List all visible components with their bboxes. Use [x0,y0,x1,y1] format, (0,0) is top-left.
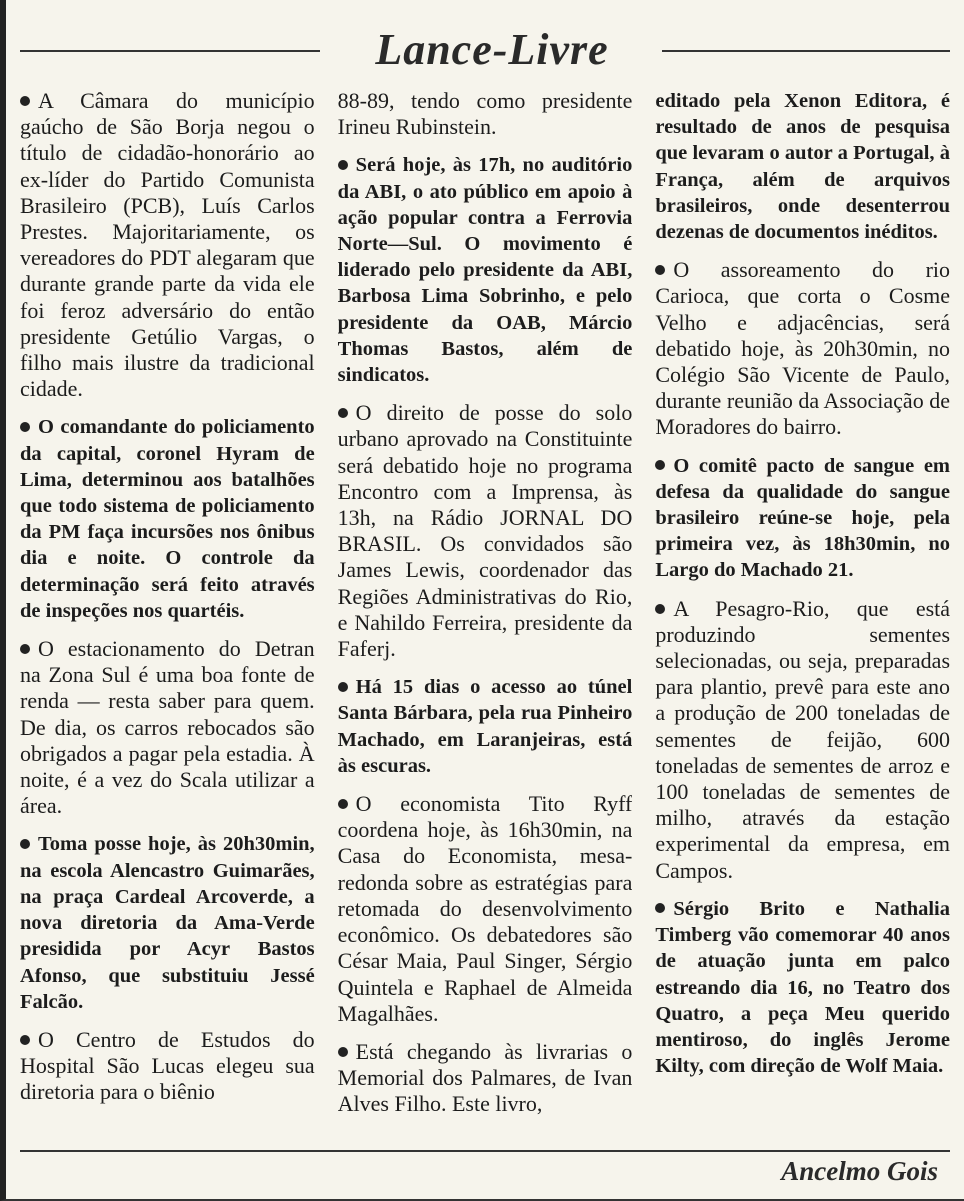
news-item-text: O economista Tito Ryff coordena hoje, às 16h30min, na Casa do Economista, mesa-redonda sobre as estratégias para retomada do desenvolvimento econômico. Os debatedores são César Maia, Paul Singer, Sérgio Quintela e Raphael de Almeida Magalhães. [337,791,633,1026]
news-item-text: Toma posse hoje, às 20h30min, na escola Alencastro Guimarães, na praça Cardeal Arcoverde, a nova diretoria da Ama-Verde presidida por Acyr Bastos Afonso, que substituiu Jessé Falcão. [20,833,315,1013]
bullet-icon [338,682,348,692]
news-item [338,88,633,140]
news-item [338,1039,633,1118]
bullet-icon [20,644,30,654]
news-item-text: Está chegando às livrarias o Memorial dos Palmares, de Ivan Alves Filho. Este livro, [337,1038,633,1117]
news-item-text: O comandante do policiamento da capital, coronel Hyram de Lima, determinou aos batalhões que todo sistema de policiamento da PM faça incursões nos ônibus dia e noite. O controle da determinação será feito através de inspeções nos quartéis. [20,416,315,622]
news-item [655,88,950,245]
header-rule-right [662,50,950,52]
news-item-text: Sérgio Brito e Nathalia Timberg vão comemorar 40 anos de atuação junta em palco estreando dia 16, no Teatro dos Quatro, a peça Meu querido mentiroso, do inglês Jerome Kilty, com direção de Wolf Maia. [655,897,951,1078]
bullet-icon [20,839,30,849]
news-item [20,1027,315,1106]
news-item [338,152,633,388]
news-item [338,400,633,662]
column-title: Lance-Livre [375,25,609,74]
news-item-text: A Pesagro-Rio, que está produzindo sementes selecionadas, ou seja, preparadas para plantio, prevê para este ano a produção de 200 toneladas de sementes de feijão, 600 toneladas de sementes de arroz e 100 toneladas de sementes de milho, através da estação experimental da empresa, em Campos. [655,595,951,883]
news-item-text: 88-89, tendo como presidente Irineu Rubinstein. [337,88,633,140]
news-item [655,596,950,884]
bullet-icon [20,1035,30,1045]
bullet-icon [338,799,348,809]
text-columns [20,88,950,1144]
news-item [20,414,315,624]
news-item [20,636,315,819]
header-rule-left [20,50,320,52]
news-item [338,674,633,779]
news-item [655,257,950,440]
news-item-text: Há 15 dias o acesso ao túnel Santa Bárbara, pela rua Pinheiro Machado, em Laranjeiras, está às escuras. [337,676,633,777]
news-item [20,88,315,402]
news-item [338,791,633,1027]
column-1 [20,88,315,1144]
bullet-icon [655,903,665,913]
news-item-text: A Câmara do município gaúcho de São Borja negou o título de cidadão-honorário ao ex-líder do Partido Comunista Brasileiro (PCB), Luís Carlos Prestes. Majoritariamente, os vereadores do PDT alegaram que durante grande parte da vida ele foi feroz adversário do então presidente Getúlio Vargas, o filho mais ilustre da tradicional cidade. [20,88,315,402]
bullet-icon [338,1047,348,1057]
bullet-icon [20,422,30,432]
news-item-text: Será hoje, às 17h, no auditório da ABI, o ato público em apoio à ação popular contra a Ferrovia Norte—Sul. O movimento é liderado pelo presidente da ABI, Barbosa Lima Sobrinho, e pelo presidente da OAB, Márcio Thomas Bastos, além de sindicatos. [337,154,633,387]
news-item-text: O assoreamento do rio Carioca, que corta o Cosme Velho e adjacências, será debatido hoje, às 20h30min, no Colégio São Vicente de Paulo, durante reunião da Associação de Moradores do bairro. [655,257,951,440]
bullet-icon [338,408,348,418]
news-item-text: O estacionamento do Detran na Zona Sul é uma boa fonte de renda — resta saber para quem. De dia, os carros rebocados são obrigados a pagar pela estadia. À noite, é a vez do Scala utilizar a área. [20,636,315,819]
column-header [20,22,955,82]
news-item [20,831,315,1014]
news-item [655,896,950,1079]
news-item-text: O Centro de Estudos do Hospital São Lucas elegeu sua diretoria para o biênio [20,1026,315,1105]
column-2 [338,88,633,1144]
news-item-text: editado pela Xenon Editora, é resultado de anos de pesquisa que levaram o autor a Portugal, à França, além de arquivos brasileiros, onde desenterrou dezenas de documentos inéditos. [655,90,951,244]
column-3 [655,88,950,1144]
bullet-icon [655,604,665,614]
author-byline: Ancelmo Gois [781,1156,938,1186]
news-item [655,453,950,584]
news-item-text: O direito de posse do solo urbano aprovado na Constituinte será debatido hoje no programa Encontro com a Imprensa, às 13h, na Rádio JORNAL DO BRASIL. Os convidados são James Lewis, coordenador das Regiões Administrativas do Rio, e Nahildo Ferreira, presidente da Faferj. [337,400,633,662]
bullet-icon [338,160,348,170]
news-item-text: O comitê pacto de sangue em defesa da qualidade do sangue brasileiro reúne-se hoje, pela primeira vez, às 18h30min, no Largo do Machado 21. [655,454,951,582]
bullet-icon [655,265,665,275]
bullet-icon [655,460,665,470]
bullet-icon [20,96,30,106]
